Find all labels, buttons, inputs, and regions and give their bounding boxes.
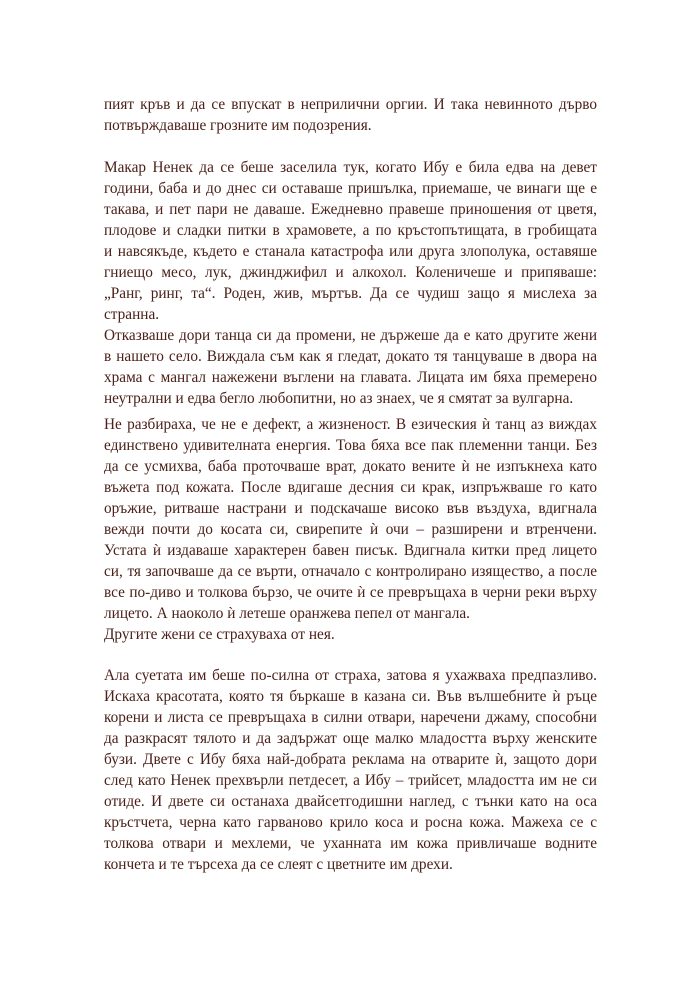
- text-line: след като Ненек прехвърли петдесет, а Ибу – трийсет, младостта им не си: [104, 772, 597, 789]
- text-line: потвърждаваше грозните им подозрения.: [104, 117, 372, 134]
- text-line: бузи. Двете с Ибу бяха най-добрата реклама на отварите ѝ, защото дори: [104, 751, 597, 768]
- text-line: отиде. И двете си останаха двайсетгодишни наглед, с тънки като на оса: [104, 793, 597, 810]
- text-line: лицето. А наоколо ѝ летеше оранжева пепел от мангала.: [104, 605, 471, 622]
- text-line: гниещо месо, лук, джинджифил и алкохол. Коленичеше и припяваше:: [104, 264, 597, 281]
- text-line: толкова отвари и мехлеми, че уханната им кожа привличаше водните: [104, 835, 597, 852]
- paragraph: [104, 665, 597, 875]
- text-line: все по-диво и толкова бързо, че очите ѝ се превръщаха в черни реки върху: [104, 584, 597, 601]
- text-line: в нашето село. Виждала съм как я гледат, докато тя танцуваше в двора на: [104, 348, 597, 365]
- text-line: единствено удивителната енергия. Това бяха все пак племенни танци. Без: [104, 437, 597, 454]
- paragraph: [104, 325, 597, 409]
- text-line: оръжие, ритваше настрани и подскачаше високо във въздуха, вдигнала: [104, 500, 597, 517]
- text-line: кръстчета, черна като гарваново крило коса и росна кожа. Мажеха се с: [104, 814, 597, 831]
- text-line: корени и листа се превръщаха в силни отвари, наречени джаму, способни: [104, 709, 597, 726]
- text-line: да разкрасят тялото и да задържат още малко младостта върху женските: [104, 730, 597, 747]
- text-line: кончета и те търсеха да се слеят с цветните им дрехи.: [104, 856, 453, 873]
- text-line: години, баба и до днес си оставаше пришълка, приемаше, че винаги ще е: [104, 180, 597, 197]
- text-line: странна.: [104, 306, 160, 323]
- text-line: такава, и пет пари не даваше. Ежедневно правеше приношения от цветя,: [104, 201, 597, 218]
- text-line: „Ранг, ринг, та“. Роден, жив, мъртъв. Да се чудиш защо я мислеха за: [104, 285, 597, 302]
- text-line: плодове и сладки питки в храмовете, а по кръстопътищата, в гробищата: [104, 222, 597, 239]
- paragraph: [104, 624, 597, 645]
- text-line: въжета под кожата. После вдигаше десния си крак, изпръжваше го като: [104, 479, 597, 496]
- text-line: Устата ѝ издаваше характерен бавен писък. Вдигнала китки пред лицето: [104, 542, 597, 559]
- paragraph: [104, 414, 597, 624]
- text-line: Не разбираха, че не е дефект, а жизненост. В езическия ѝ танц аз виждах: [104, 416, 597, 433]
- text-line: вежди почти до косата си, свирепите ѝ очи – разширени и втренчени.: [104, 521, 597, 538]
- text-line: Искаха красотата, която тя бъркаше в казана си. Във вълшебните ѝ ръце: [104, 688, 597, 705]
- paragraph: [104, 157, 597, 325]
- text-line: Макар Ненек да се беше заселила тук, когато Ибу е била едва на девет: [104, 159, 597, 176]
- text-line: Ала суетата им беше по-силна от страха, затова я ухажваха предпазливо.: [104, 667, 597, 684]
- text-line: храма с мангал нажежени въглени на главата. Лицата им бяха премерено: [104, 369, 597, 386]
- text-line: да се усмихва, баба проточваше врат, докато вените ѝ не изпъкнеха като: [104, 458, 597, 475]
- text-line: и навсякъде, където е станала катастрофа или друга злополука, оставяше: [104, 243, 597, 260]
- text-line: Отказваше дори танца си да промени, не държеше да е като другите жени: [104, 327, 597, 344]
- text-line: Другите жени се страхуваха от нея.: [104, 626, 335, 643]
- text-line: неутрални и едва бегло любопитни, но аз знаех, че я смятат за вулгарна.: [104, 390, 574, 407]
- text-line: си, тя започваше да се върти, отначало с контролирано изящество, а после: [104, 563, 597, 580]
- paragraph: [104, 94, 597, 136]
- text-line: пият кръв и да се впускат в неприлични оргии. И така невинното дърво: [104, 96, 597, 113]
